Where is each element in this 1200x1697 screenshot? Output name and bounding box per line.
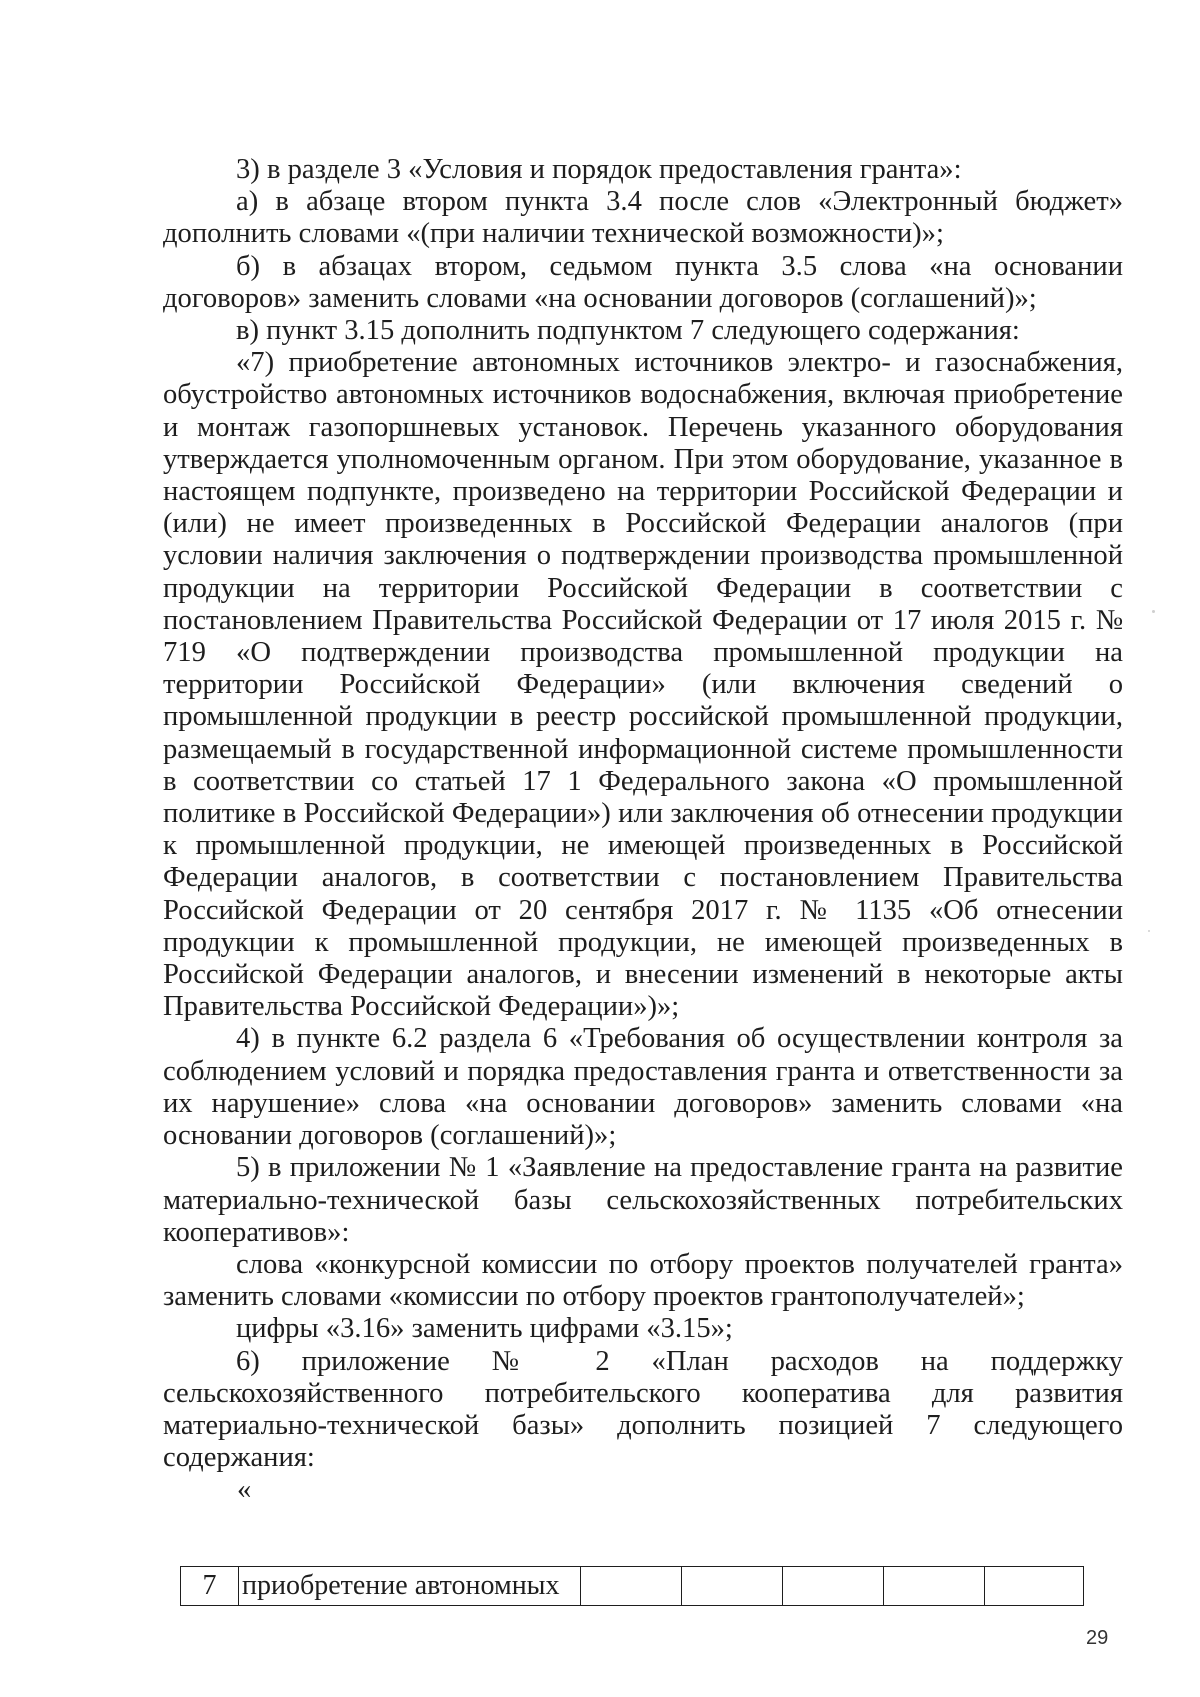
table-row [181, 1567, 1084, 1606]
table-cell-empty [581, 1567, 682, 1606]
expense-plan-table [180, 1566, 1084, 1606]
paragraph-item-6: 6) приложение № 2 «План расходов на поддержку сельскохозяйственного потребительского кооператива для развития материально-технической базы» дополнить позицией 7 следующего содержания: [163, 1345, 1123, 1474]
table-cell-empty [884, 1567, 985, 1606]
scan-speck [1152, 610, 1155, 613]
page-number: 29 [1086, 1627, 1109, 1649]
paragraph-subitem-7: «7) приобретение автономных источников электро- и газоснабжения, обустройство автономных источников водоснабжения, включая приобретение и монтаж газопоршневых установок. Перечень указанного оборудования утверждается уполномоченным органом. При этом оборудование, указанное в настоящем подпункте, произведено на территории Российской Федерации и (или) не имеет произведенных в Российской Федерации аналогов (при условии наличия заключения о подтверждении производства промышленной продукции на территории Российской Федерации в соответствии с постановлением Правительства Российской Федерации от 17 июля 2015 г. № 719 «О подтверждении производства промышленной продукции на территории Российской Федерации» (или включения сведений о промышленной продукции в реестр российской промышленной продукции, размещаемый в государственной информационной системе промышленности в соответствии со статьей 17 1 Федерального закона «О промышленной политике в Российской Федерации») или заключения об отнесении продукции к промышленной продукции, не имеющей произведенных в Российской Федерации аналогов, в соответствии с постановлением Правительства Российской Федерации от 20 сентября 2017 г. № 1135 «Об отнесении продукции к промышленной продукции, не имеющей произведенных в Российской Федерации аналогов, и внесении изменений в некоторые акты Правительства Российской Федерации»)»; [163, 347, 1123, 1023]
paragraph-3b: б) в абзацах втором, седьмом пункта 3.5 слова «на основании договоров» заменить словами «на основании договоров (соглашений)»; [163, 250, 1123, 314]
table-cell-empty [783, 1567, 884, 1606]
table-cell-number: 7 [181, 1567, 239, 1606]
paragraph-item-5-words: слова «конкурсной комиссии по отбору проектов получателей гранта» заменить словами «комиссии по отбору проектов грантополучателей»; [163, 1248, 1123, 1313]
opening-quote: « [237, 1474, 252, 1506]
document-body [163, 154, 1123, 1507]
paragraph-item-5-digits: цифры «3.16» заменить цифрами «3.15»; [236, 1313, 733, 1345]
table-cell-empty [985, 1567, 1084, 1606]
paragraph-3v: в) пункт 3.15 дополнить подпунктом 7 следующего содержания: [236, 315, 1020, 347]
paragraph-item-5: 5) в приложении № 1 «Заявление на предоставление гранта на развитие материально-технической базы сельскохозяйственных потребительских кооперативов»: [163, 1152, 1123, 1248]
paragraph-item-4: 4) в пункте 6.2 раздела 6 «Требования об осуществлении контроля за соблюдением условий и порядка предоставления гранта и ответственности за их нарушение» слова «на основании договоров» заменить словами «на основании договоров (соглашений)»; [163, 1023, 1123, 1152]
table-cell-empty [682, 1567, 783, 1606]
scan-speck [1148, 930, 1150, 932]
table-cell-name: приобретение автономных [239, 1567, 581, 1606]
paragraph-3a: а) в абзаце втором пункта 3.4 после слов «Электронный бюджет» дополнить словами «(при наличии технической возможности)»; [163, 186, 1123, 250]
paragraph-section-3: 3) в разделе 3 «Условия и порядок предоставления гранта»: [236, 154, 962, 185]
